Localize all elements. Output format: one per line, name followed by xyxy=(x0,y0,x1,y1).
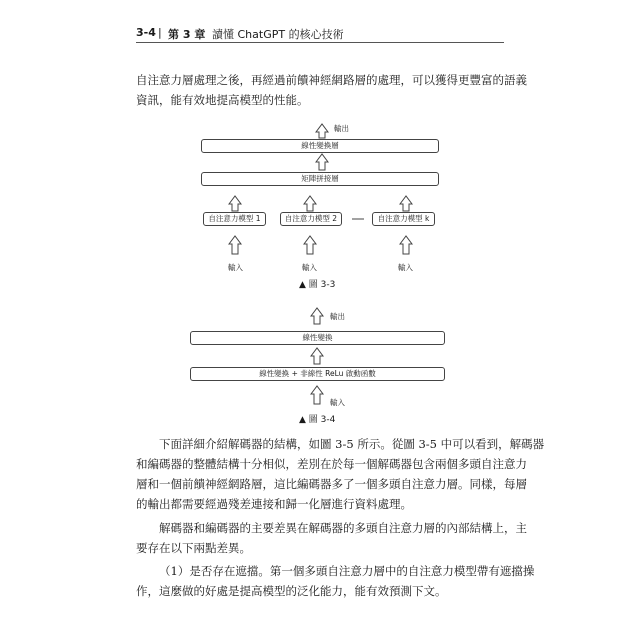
fig34-output-label: 輸出 xyxy=(330,312,345,321)
up-arrow-icon xyxy=(400,196,412,211)
intro-line: 自注意力層處理之後，再經過前饋神經網路層的處理，可以獲得更豐富的語義 xyxy=(136,73,527,87)
para1-line: 的輸出都需要經過殘差連接和歸一化層進行資料處理。 xyxy=(136,497,412,511)
fig34-input-label: 輸入 xyxy=(330,398,345,407)
header-separator: | xyxy=(158,26,162,39)
up-arrow-icon xyxy=(229,236,241,254)
chapter-title: 讀懂 ChatGPT 的核心技術 xyxy=(212,28,344,41)
intro-line: 資訊，能有效地提高模型的性能。 xyxy=(136,93,309,107)
fig33-caption: ▲ 圖 3-3 xyxy=(299,280,336,290)
para3-line: 作，這麼做的好處是提高模型的泛化能力，能有效預測下文。 xyxy=(136,584,447,598)
up-arrow-icon xyxy=(311,386,323,404)
fig33-input-label: 輸入 xyxy=(302,263,317,272)
para3-line: （1）是否存在遮擋。第一個多頭自注意力層中的自注意力模型帶有遮擋操 xyxy=(159,564,535,578)
fig33-output-label: 輸出 xyxy=(334,124,349,133)
fig33-linear-layer-box: 線性變換層 xyxy=(201,139,439,153)
intro-paragraph xyxy=(136,70,527,110)
up-arrow-icon xyxy=(316,124,328,138)
body-paragraph-2 xyxy=(136,518,527,558)
body-paragraph-3 xyxy=(136,561,535,601)
fig33-concat-layer-box: 矩陣拼接層 xyxy=(201,172,439,186)
fig34-relu-box: 線性變換 + 非線性 ReLu 啟動函數 xyxy=(190,367,445,381)
fig34-linear-box: 線性變換 xyxy=(190,331,445,345)
fig33-head-box: 自注意力模型 1 xyxy=(203,212,266,226)
section-number: 3-4 xyxy=(136,26,156,39)
up-arrow-icon xyxy=(316,154,328,170)
para2-line: 解碼器和編碼器的主要差異在解碼器的多頭自注意力層的內部結構上，主 xyxy=(159,521,527,535)
para1-line: 層和一個前饋神經網路層，這比編碼器多了一個多頭自注意力層。同樣，每層 xyxy=(136,477,527,491)
up-arrow-icon xyxy=(400,236,412,254)
para1-line: 下面詳細介紹解碼器的結構，如圖 3-5 所示。從圖 3-5 中可以看到，解碼器 xyxy=(159,437,545,451)
para2-line: 要存在以下兩點差異。 xyxy=(136,541,251,555)
body-paragraph-1 xyxy=(136,434,545,514)
fig33-input-label: 輸入 xyxy=(228,263,243,272)
fig33-head-box: 自注意力模型 2 xyxy=(280,212,342,226)
header-rule xyxy=(136,42,504,43)
up-arrow-icon xyxy=(311,348,323,364)
up-arrow-icon xyxy=(304,196,316,211)
fig33-head-box: 自注意力模型 k xyxy=(372,212,435,226)
para1-line: 和編碼器的整體結構十分相似，差別在於每一個解碼器包含兩個多頭自注意力 xyxy=(136,457,527,471)
up-arrow-icon xyxy=(304,236,316,254)
fig34-caption: ▲ 圖 3-4 xyxy=(299,415,336,425)
up-arrow-icon xyxy=(229,196,241,211)
fig33-input-label: 輸入 xyxy=(398,263,413,272)
up-arrow-icon xyxy=(311,308,323,324)
chapter-number: 第 3 章 xyxy=(168,28,206,41)
